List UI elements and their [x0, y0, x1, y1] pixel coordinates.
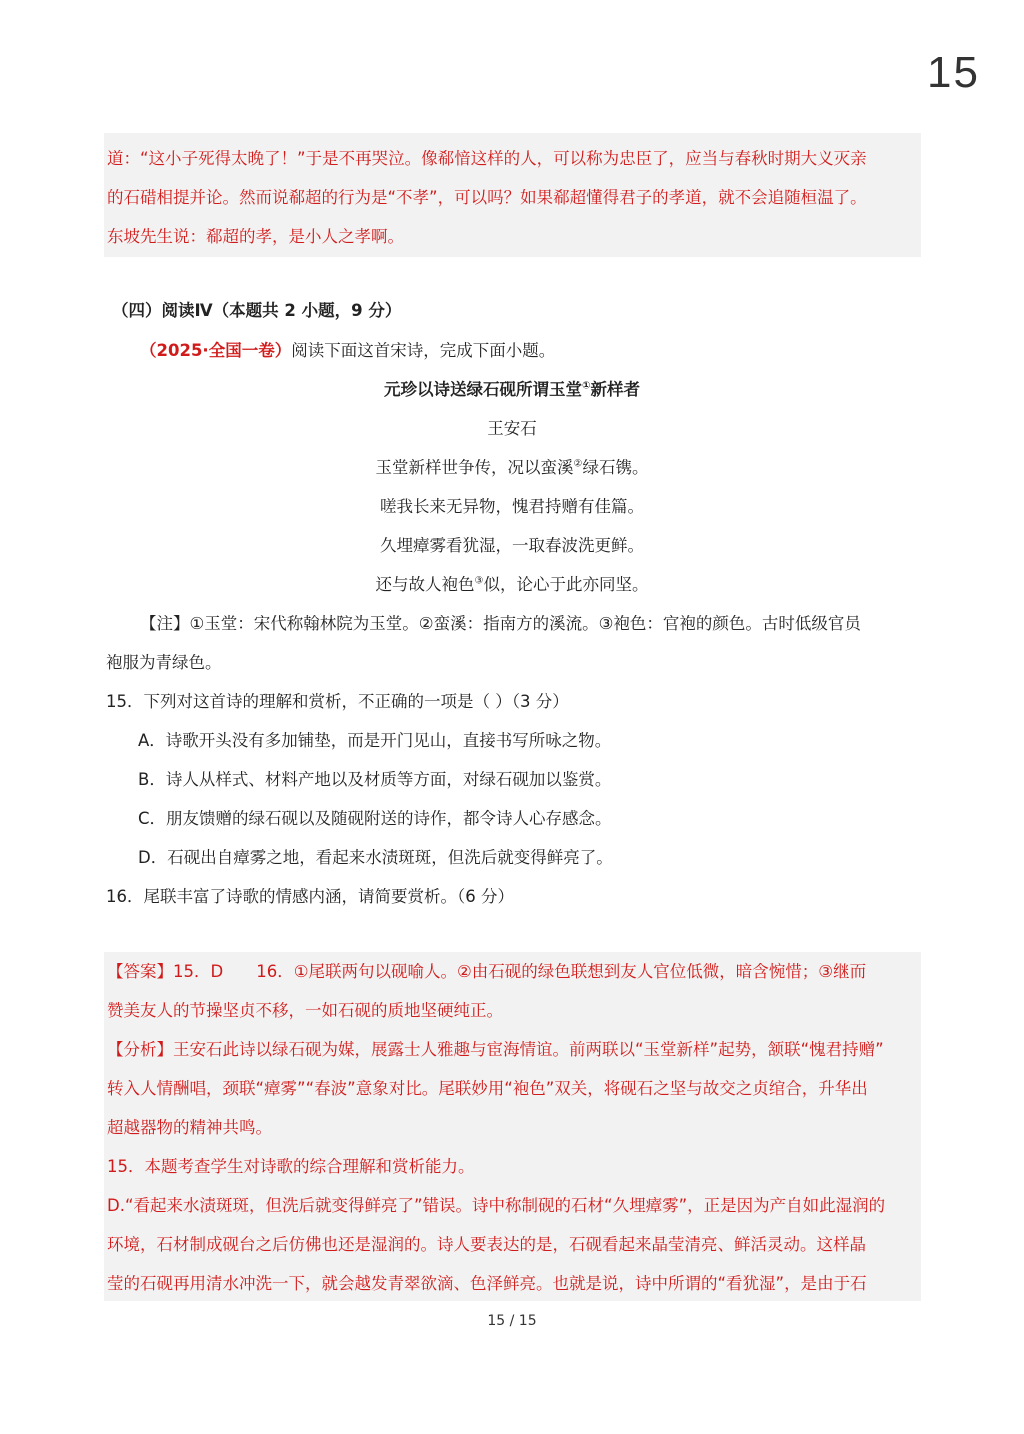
poem-author: 王安石: [487, 419, 537, 438]
poem-line-text: 绿石镌。: [582, 458, 649, 477]
answer-line: 赞美友人的节操坚贞不移，一如石砚的质地坚硬纯正。: [107, 1001, 503, 1020]
analysis-line: 15．本题考查学生对诗歌的综合理解和赏析能力。: [107, 1157, 475, 1176]
notes-line: 袍服为青绿色。: [106, 653, 222, 672]
option-a: A．诗歌开头没有多加铺垫，而是开门见山，直接书写所咏之物。: [138, 731, 612, 750]
analysis-line: 环境，石材制成砚台之后仿佛也还是湿润的。诗人要表达的是，石砚看起来晶莹清亮、鲜活灵动。这样晶: [107, 1235, 866, 1254]
poem-title-text: 新样者: [590, 380, 640, 399]
answer-line: 【答案】15．D 16．①尾联两句以砚喻人。②由石砚的绿色联想到友人官位低微，暗含惋惜；③继而: [107, 962, 867, 981]
poem-line-1: [0, 454, 1024, 478]
translation-box: [104, 133, 921, 257]
analysis-line: D.“看起来水渍斑斑，但洗后就变得鲜亮了”错误。诗中称制砚的石材“久埋瘴雾”，正是因为产自如此湿润的: [107, 1196, 886, 1215]
corner-page-number: 15: [927, 48, 980, 97]
poem-line-text: 玉堂新样世争传，况以蛮溪: [375, 458, 574, 477]
translation-line: 道：“这小子死得太晚了！”于是不再哭泣。像郗愔这样的人，可以称为忠臣了，应当与春秋时期大义灭亲: [107, 149, 867, 168]
analysis-line: 莹的石砚再用清水冲洗一下，就会越发青翠欲滴、色泽鲜亮。也就是说，诗中所谓的“看犹湿”，是由于石: [107, 1274, 867, 1293]
translation-line: 的石碏相提并论。然而说郗超的行为是“不孝”，可以吗？如果郗超懂得君子的孝道，就不会追随桓温了。: [107, 188, 867, 207]
footnote-marker: ③: [474, 575, 484, 587]
notes-line: 【注】①玉堂：宋代称翰林院为玉堂。②蛮溪：指南方的溪流。③袍色：官袍的颜色。古时低级官员: [140, 614, 861, 633]
poem-line-text: 还与故人袍色: [375, 575, 475, 594]
analysis-line: 【分析】王安石此诗以绿石砚为媒，展露士人雅趣与宦海情谊。前两联以“玉堂新样”起势，颔联“愧君持赠”: [107, 1040, 884, 1059]
poem-line-text: 似，论心于此亦同坚。: [483, 575, 649, 594]
translation-line: 东坡先生说：郗超的孝，是小人之孝啊。: [107, 227, 404, 246]
footnote-marker: ①: [582, 380, 591, 392]
page-footer: 15 / 15: [487, 1313, 537, 1329]
source-tag: （2025·全国一卷）: [140, 341, 292, 360]
instruction-text: 阅读下面这首宋诗，完成下面小题。: [291, 341, 556, 360]
poem-line-4: [0, 571, 1024, 595]
poem-title: [0, 376, 1024, 400]
section-heading: （四）阅读Ⅳ（本题共 2 小题，9 分）: [112, 301, 402, 320]
poem-line-3: 久埋瘴雾看犹湿，一取春波洗更鲜。: [380, 536, 644, 555]
source-line: [140, 337, 555, 361]
option-d: D．石砚出自瘴雾之地，看起来水渍斑斑，但洗后就变得鲜亮了。: [138, 848, 613, 867]
answer-box: [104, 952, 921, 1301]
option-c: C．朋友馈赠的绿石砚以及随砚附送的诗作，都令诗人心存感念。: [138, 809, 612, 828]
analysis-line: 超越器物的精神共鸣。: [107, 1118, 272, 1137]
option-b: B．诗人从样式、材料产地以及材质等方面，对绿石砚加以鉴赏。: [138, 770, 612, 789]
question-16-stem: 16．尾联丰富了诗歌的情感内涵，请简要赏析。（6 分）: [106, 887, 514, 906]
footnote-marker: ②: [573, 458, 583, 470]
poem-title-text: 元珍以诗送绿石砚所谓玉堂: [384, 380, 583, 399]
analysis-line: 转入人情酬唱，颈联“瘴雾”“春波”意象对比。尾联妙用“袍色”双关，将砚石之坚与故交之贞绾合，升华出: [107, 1079, 868, 1098]
poem-line-2: 嗟我长来无异物，愧君持赠有佳篇。: [380, 497, 644, 516]
question-15-stem: 15．下列对这首诗的理解和赏析，不正确的一项是（ ）（3 分）: [106, 692, 569, 711]
